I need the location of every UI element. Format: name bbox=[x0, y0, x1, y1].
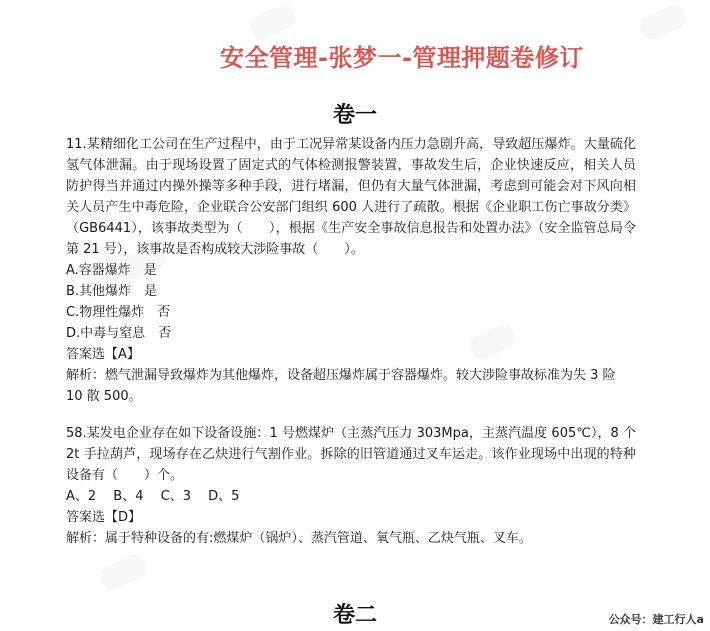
footer-watermark: 公众号：建工行人a bbox=[608, 613, 704, 626]
question-11-option-c: C.物理性爆炸 否 bbox=[66, 305, 171, 320]
volume-two-heading: 卷二 bbox=[332, 602, 377, 628]
question-58-analysis: 解析：属于特种设备的有:燃煤炉（锅炉）、蒸汽管道、氧气瓶、乙炔气瓶、叉车。 bbox=[66, 531, 532, 546]
document-title: 安全管理-张梦一-管理押题卷修订 bbox=[220, 44, 584, 72]
question-11-option-d: D.中毒与窒息 否 bbox=[66, 326, 172, 341]
question-58-text: 58.某发电企业存在如下设备设施：1 号燃煤炉（主蒸汽压力 303Mpa，主蒸汽温度 605℃），8 个 2t 手拉葫芦，现场存在乙炔进行气割作业。拆除的旧管道通过叉车运走。该作业现场中出现的特种设备有（ ）个。 bbox=[66, 426, 637, 483]
question-11-option-a: A.容器爆炸 是 bbox=[66, 263, 157, 278]
question-58-options: A、2 B、4 C、3 D、5 bbox=[66, 489, 240, 504]
volume-one-heading: 卷一 bbox=[332, 102, 377, 128]
question-11-option-b: B.其他爆炸 是 bbox=[66, 284, 158, 299]
question-11-analysis: 解析：燃气泄漏导致爆炸为其他爆炸，设备超压爆炸属于容器爆炸。较大涉险事故标准为失 3 险 10 散 500。 bbox=[66, 368, 616, 404]
question-11-answer: 答案选【A】 bbox=[66, 347, 140, 362]
question-content bbox=[66, 134, 636, 549]
question-11-text: 11.某精细化工公司在生产过程中，由于工况异常某设备内压力急剧升高，导致超压爆炸。大量硫化氢气体泄漏。由于现场设置了固定式的气体检测报警装置，事故发生后，企业快速反应，相关人员防护得当并通过内操外操等多种手段，进行堵漏，但仍有大量气体泄漏，考虑到可能会对下风向相关人员产生中毒危险，企业联合公安部门组织 600 人进行了疏散。根据《企业职工伤亡事故分类》（GB6441），该事故类型为（ ），根据《生产安全事故信息报告和处置办法》（安全监管总局令第 21 号），该事故是否构成较大涉险事故（ ）。 bbox=[66, 137, 636, 257]
question-58-answer: 答案选【D】 bbox=[66, 510, 142, 525]
